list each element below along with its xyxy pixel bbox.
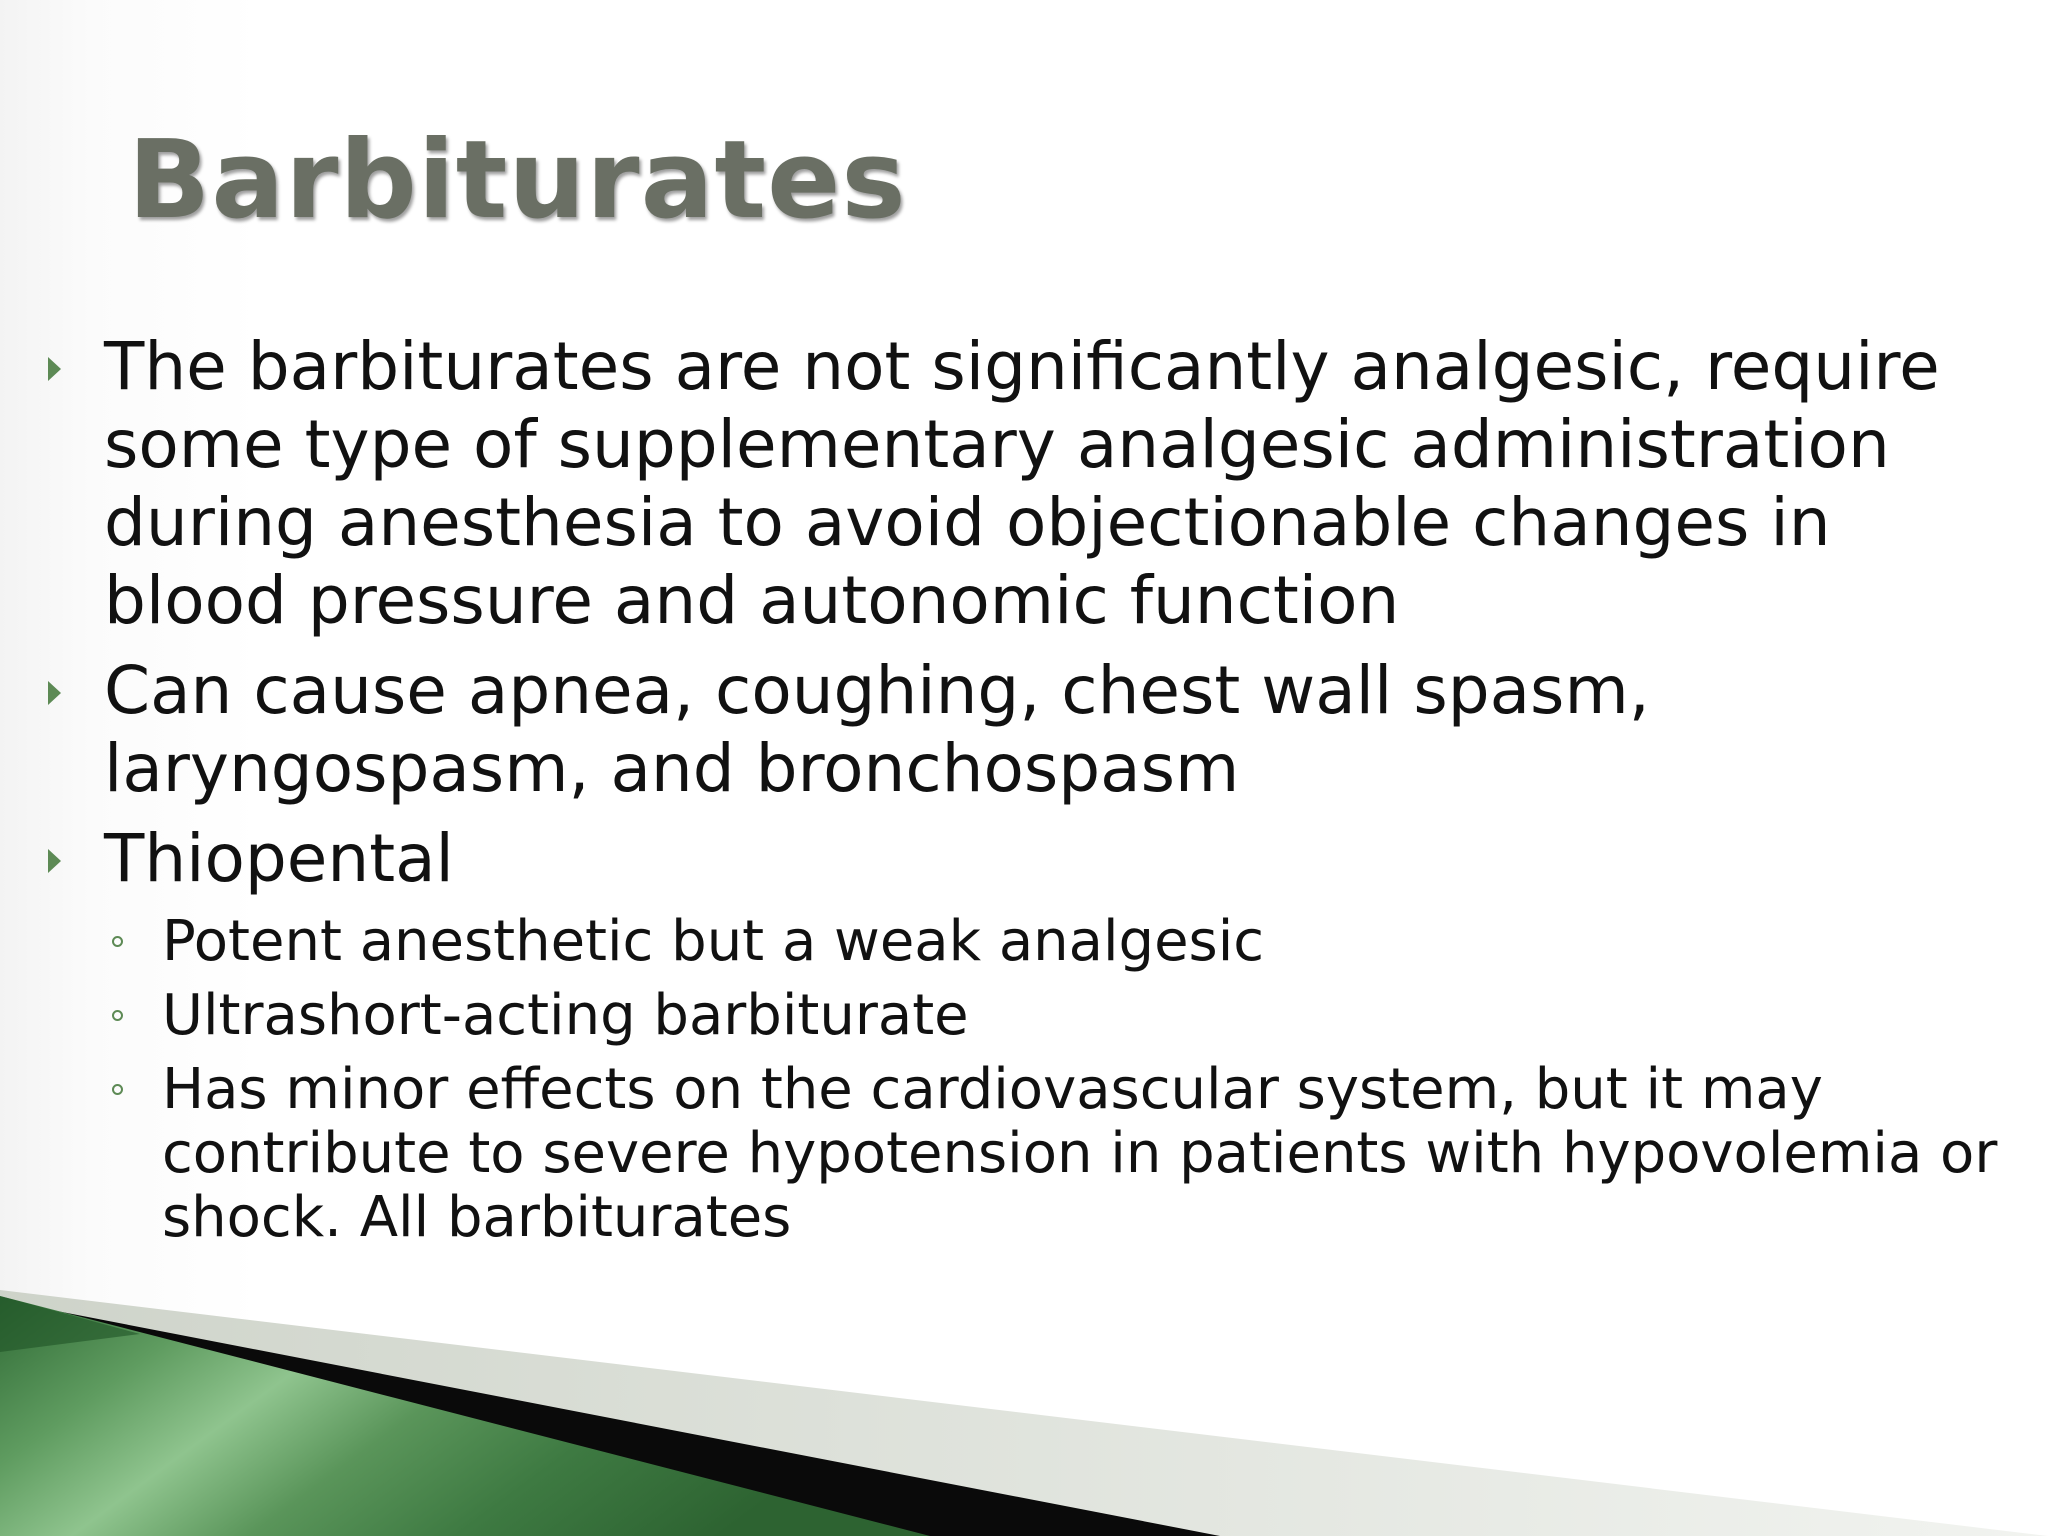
bullet-item bbox=[40, 652, 2020, 808]
sub-bullet-text: Ultrashort-acting barbiturate bbox=[162, 983, 969, 1048]
bullet-item bbox=[40, 328, 2020, 640]
bullet-text: Can cause apnea, coughing, chest wall spasm, laryngospasm, and bronchospasm bbox=[104, 652, 1650, 807]
bullet-text: Thiopental bbox=[104, 820, 454, 897]
slide-title: Barbiturates bbox=[128, 118, 907, 243]
circle-bullet-icon bbox=[112, 1010, 123, 1021]
triangle-bullet-icon bbox=[48, 357, 61, 381]
triangle-bullet-icon bbox=[48, 849, 61, 873]
sub-bullet-list bbox=[40, 910, 2020, 1250]
circle-bullet-icon bbox=[112, 1084, 123, 1095]
sub-bullet-item bbox=[40, 910, 2020, 974]
bullet-list bbox=[40, 328, 2020, 1260]
sub-bullet-text: Potent anesthetic but a weak analgesic bbox=[162, 909, 1265, 974]
bullet-text: The barbiturates are not significantly analgesic, require some type of supplementary analgesic administration during anesthesia to avoid objectionable changes in blood pressure and autonomic function bbox=[104, 328, 1940, 639]
circle-bullet-icon bbox=[112, 936, 123, 947]
sub-bullet-text: Has minor effects on the cardiovascular system, but it may contribute to severe hypotension in patients with hypovolemia or shock. All barbiturates bbox=[162, 1057, 1998, 1250]
sub-bullet-item bbox=[40, 984, 2020, 1048]
sub-bullet-item bbox=[40, 1058, 2020, 1250]
triangle-bullet-icon bbox=[48, 681, 61, 705]
bullet-item bbox=[40, 820, 2020, 898]
